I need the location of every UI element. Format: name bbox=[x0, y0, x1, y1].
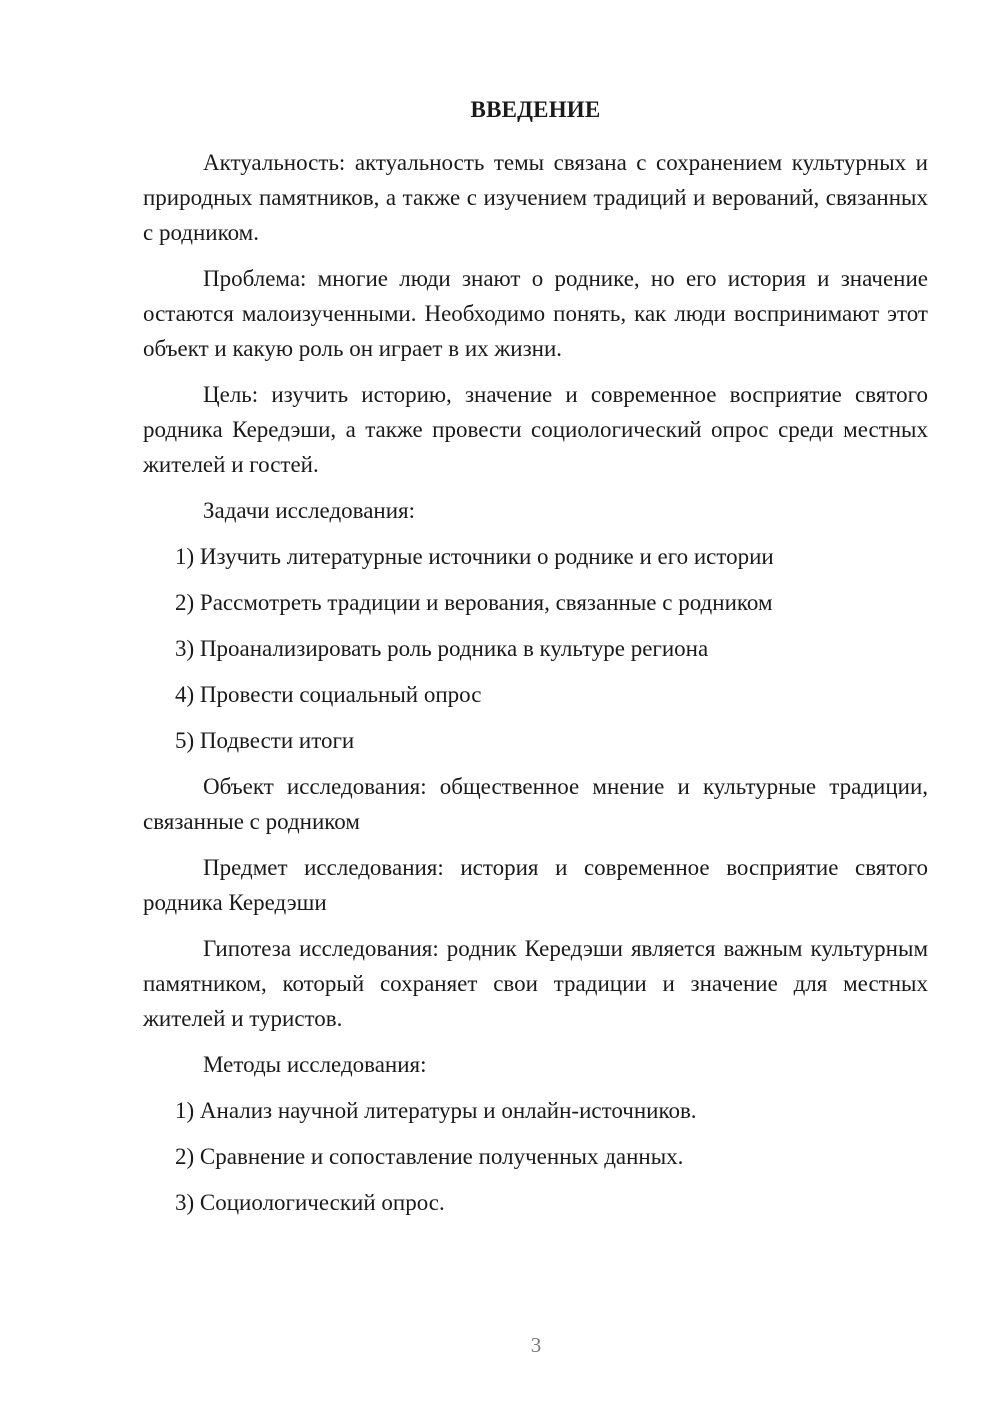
problem-paragraph: Проблема: многие люди знают о роднике, но его история и значение остаются малоизученными. Необходимо понять, как люди воспринимают этот объект и какую роль он играет в их жизни. bbox=[143, 266, 928, 361]
task-item: 3) Проанализировать роль родника в культуре региона bbox=[175, 636, 709, 661]
tasks-list bbox=[143, 539, 928, 758]
task-item: 4) Провести социальный опрос bbox=[175, 682, 482, 707]
section-title: ВВЕДЕНИЕ bbox=[470, 97, 601, 122]
task-item: 2) Рассмотреть традиции и верования, связанные с родником bbox=[175, 590, 773, 615]
task-item: 1) Изучить литературные источники о роднике и его истории bbox=[175, 544, 774, 569]
document-body bbox=[143, 96, 928, 1231]
page-number: 3 bbox=[530, 1333, 542, 1357]
task-item: 5) Подвести итоги bbox=[175, 728, 355, 753]
method-item: 3) Социологический опрос. bbox=[175, 1190, 445, 1215]
methods-heading: Методы исследования: bbox=[203, 1052, 427, 1077]
hypothesis-paragraph: Гипотеза исследования: родник Кередэши является важным культурным памятником, который сохраняет свои традиции и значение для местных жителей и туристов. bbox=[143, 936, 928, 1031]
goal-paragraph: Цель: изучить историю, значение и современное восприятие святого родника Кередэши, а также провести социологический опрос среди местных жителей и гостей. bbox=[143, 382, 928, 477]
relevance-paragraph: Актуальность: актуальность темы связана с сохранением культурных и природных памятников, а также с изучением традиций и верований, связанных с родником. bbox=[143, 150, 928, 245]
method-item: 1) Анализ научной литературы и онлайн-источников. bbox=[175, 1098, 697, 1123]
methods-list bbox=[143, 1093, 928, 1220]
object-paragraph: Объект исследования: общественное мнение и культурные традиции, связанные с родником bbox=[143, 774, 928, 834]
method-item: 2) Сравнение и сопоставление полученных данных. bbox=[175, 1144, 684, 1169]
subject-paragraph: Предмет исследования: история и современное восприятие святого родника Кередэши bbox=[143, 855, 928, 915]
tasks-heading: Задачи исследования: bbox=[203, 498, 416, 523]
